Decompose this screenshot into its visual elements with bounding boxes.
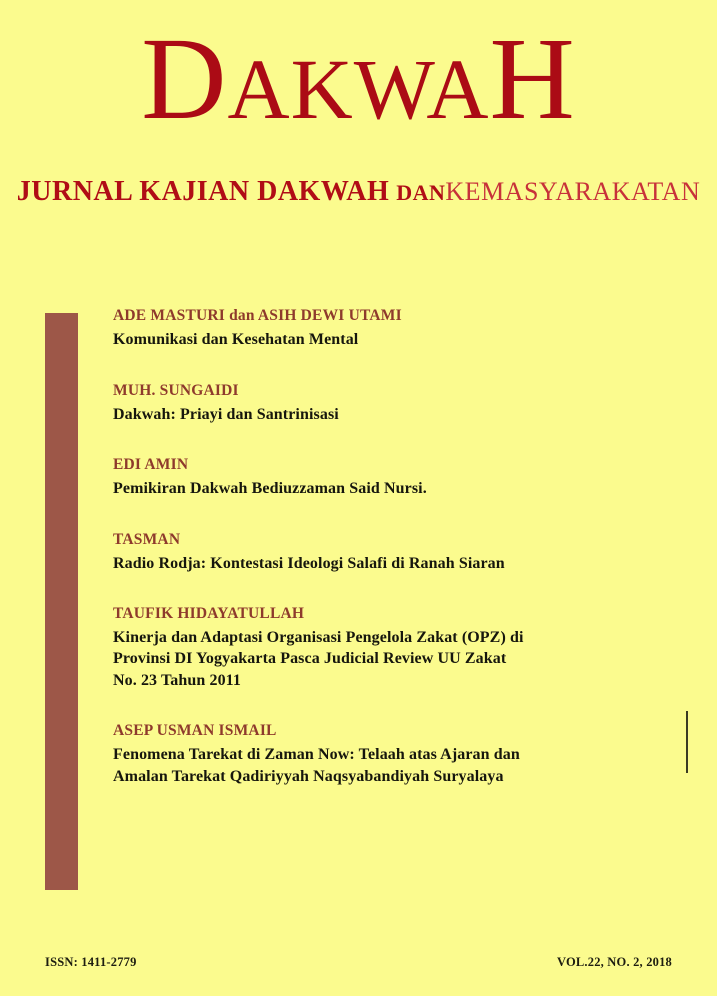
list-item (113, 381, 673, 426)
entry-authors: ADE MASTURI dan ASIH DEWI UTAMI (113, 307, 402, 324)
list-item (113, 721, 673, 787)
subtitle-main: JURNAL KAJIAN DAKWAH (16, 176, 390, 207)
list-item (113, 530, 673, 575)
list-item (113, 604, 673, 692)
journal-title-d: D (141, 13, 228, 144)
entry-authors: ASEP USMAN ISMAIL (113, 721, 277, 739)
issn-label: ISSN: 1411-2779 (45, 955, 137, 969)
entry-title-line: Pemikiran Dakwah Bediuzzaman Said Nursi. (113, 480, 427, 498)
entry-authors: TAUFIK HIDAYATULLAH (113, 604, 305, 622)
masthead (0, 13, 717, 144)
entry-title (113, 478, 673, 500)
entry-title-line: Provinsi DI Yogyakarta Pasca Judicial Review UU Zakat (113, 650, 507, 668)
entry-title (113, 627, 673, 692)
entry-title-line: Dakwah: Priayi dan Santrinisasi (113, 405, 339, 423)
volume-label: VOL.22, NO. 2, 2018 (556, 955, 672, 969)
journal-title-a: A (426, 41, 490, 137)
subtitle-secondary: KEMASYARAKATAN (445, 177, 701, 206)
right-hairline-rule (686, 711, 688, 773)
entry-authors: TASMAN (113, 531, 181, 549)
journal-title-h: H (489, 13, 576, 144)
entry-title-line: Komunikasi dan Kesehatan Mental (113, 330, 359, 348)
accent-bar (45, 313, 78, 890)
table-of-contents (113, 306, 673, 787)
journal-title (0, 13, 717, 144)
cover-footer (45, 955, 672, 970)
entry-authors: MUH. SUNGAIDI (113, 381, 239, 399)
entry-title-line: Radio Rodja: Kontestasi Ideologi Salafi di Ranah Siaran (113, 554, 505, 572)
entry-title-line: Kinerja dan Adaptasi Organisasi Pengelola Zakat (OPZ) di (113, 628, 524, 646)
entry-authors: EDI AMIN (113, 456, 189, 474)
subtitle-conjunction: DAN (396, 180, 446, 205)
entry-title (113, 744, 673, 788)
journal-title-akw: AKW (227, 41, 427, 137)
entry-title (113, 404, 673, 426)
entry-title-line: Fenomena Tarekat di Zaman Now: Telaah atas Ajaran dan (113, 745, 520, 763)
list-item (113, 455, 673, 500)
entry-title-line: No. 23 Tahun 2011 (113, 672, 241, 690)
journal-subtitle (0, 176, 717, 208)
list-item (113, 306, 673, 351)
entry-title (113, 553, 673, 575)
entry-title (113, 329, 673, 351)
entry-title-line: Amalan Tarekat Qadiriyyah Naqsyabandiyah Suryalaya (113, 767, 504, 785)
